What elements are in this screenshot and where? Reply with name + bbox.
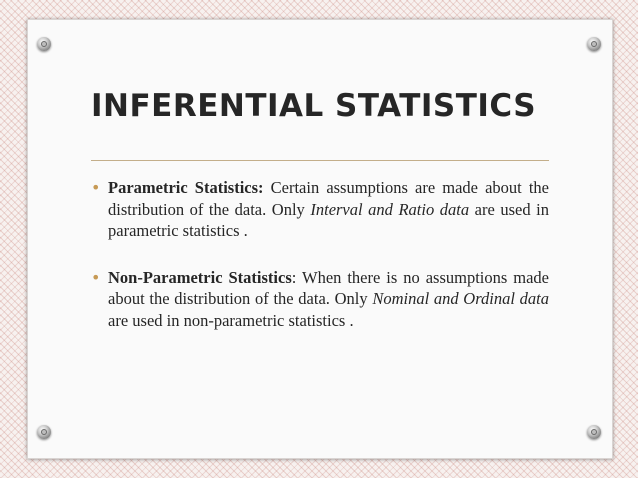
bullet-text: are used in parametric statistics . xyxy=(108,199,549,240)
slide-title: INFERENTIAL STATISTICS xyxy=(91,88,537,124)
bullet-text: : When there is no assumptions made about the distribution of the data. Only xyxy=(108,267,549,308)
bullet-list xyxy=(91,177,549,356)
bullet-text: Certain assumptions are made about the distribution of the data. Only xyxy=(108,178,550,219)
bullet-emphasis: Nominal and Ordinal data xyxy=(372,289,549,308)
bullet-emphasis: Interval and Ratio data xyxy=(310,199,470,219)
pushpin-icon xyxy=(587,37,601,51)
bullet-non-parametric xyxy=(91,267,549,332)
bullet-term: Non-Parametric Statistics xyxy=(108,267,292,287)
pushpin-icon xyxy=(587,425,601,439)
pushpin-icon xyxy=(37,37,51,51)
bullet-text: are used in non-parametric statistics . xyxy=(108,310,354,330)
title-divider xyxy=(91,160,549,161)
bullet-term: Parametric Statistics: xyxy=(108,178,264,197)
bullet-icon: • xyxy=(91,267,101,287)
bullet-parametric xyxy=(91,177,549,242)
pushpin-icon xyxy=(37,425,51,439)
bullet-icon: • xyxy=(91,178,101,197)
